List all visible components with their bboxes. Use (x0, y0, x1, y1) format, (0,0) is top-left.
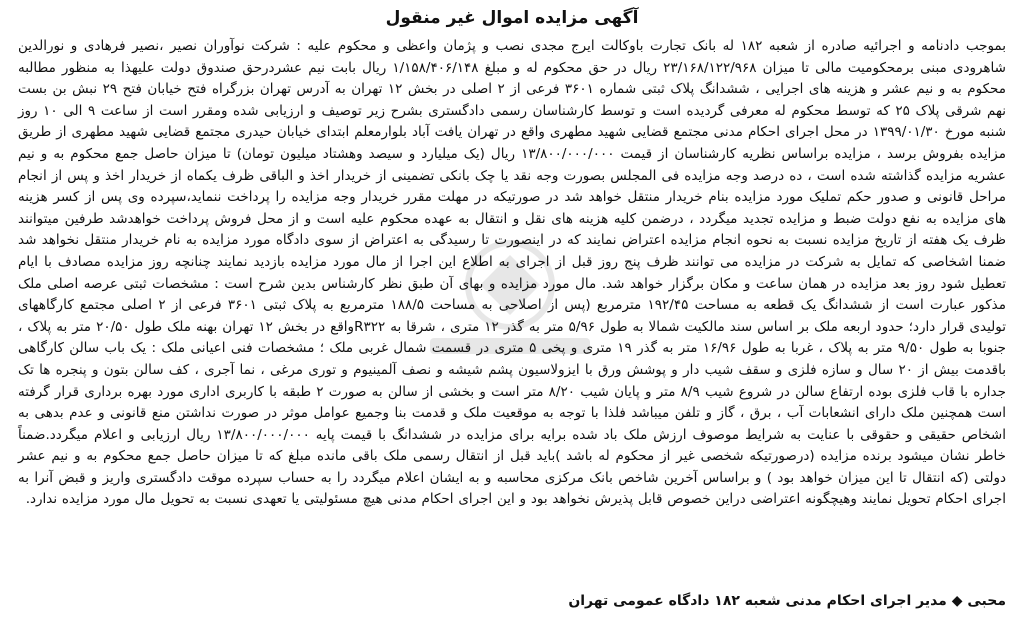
signature-block (568, 591, 1006, 611)
notice-title: آگهی مزایده اموال غیر منقول (385, 8, 639, 28)
signature-line: محبی ◆ مدیر اجرای احکام مدنی شعبه ۱۸۲ دادگاه عمومی تهران (568, 593, 1006, 609)
notice-body: بموجب دادنامه و اجرائیه صادره از شعبه ۱۸۲ له بانک تجارت باوکالت ایرج مجدی نصب و پژمان واعظی و محکوم علیه : شرکت نوآوران نصیر ،نصیر فرهادی و نورالدین شاهرودی مبنی برمحکومیت مالی تا میزان ۲۳/۱۶۸/۱۲۲/۹۶۸ ریال در حق محکوم له و مبلغ ۱/۱۵۸/۴۰۶/۱۴۸ ریال بابت نیم عشردرحق صندوق دولت علیهذا به منظور مطالبه محکوم به و نیم عشر و هزینه های اجرایی ، ششدانگ پلاک ثبتی شماره ۳۶۰۱ فرعی از ۲ اصلی در بخش ۱۲ تهران به آدرس تهران بزرگراه فتح خیابان فتح ۲۹ نبش بن بست نهم شرقی پلاک ۲۵ که توسط محکوم له معرفی گردیده است و توسط کارشناسان رسمی دادگستری بشرح زیر توصیف و ارزیابی شده ومقرر است از ساعت ۹ الی ۱۰ روز شنبه مورخ ۱۳۹۹/۰۱/۳۰ در محل اجرای احکام مدنی مجتمع قضایی شهید مطهری واقع در تهران یافت آباد بلوارمعلم ابتدای خیابان حیدری مجتمع قضایی شهید مطهری از طریق مزایده بفروش برسد ، مزایده براساس نظریه کارشناسان از قیمت ۱۳/۸۰۰/۰۰۰/۰۰۰ ریال (یک میلیارد و سیصد وهشتاد میلیون تومان) تا میزان حاصل جمع محکوم به و نیم عشریه مزایده گذاشته شده است ، ده درصد وجه مزایده فی المجلس بصورت وجه نقد یا چک بانکی تضمینی از خریدار اخذ و الباقی ظرف یکماه از خریدار اخذ و پس از انجام مراحل قانونی و صدور حکم تملیک مورد مزایده بنام خریدار منتقل خواهد شد در صورتیکه در مهلت مقرر خریدار وجه مزایده را پرداخت ننماید،سپرده وی پس از کسر هزینه های مزایده به نفع دولت ضبط و مزایده تجدید میگردد ، درضمن کلیه هزینه های نقل و انتقال به عهده محکوم علیه است و از محل فروش پرداخت خواهدشد طرفین میتوانند ظرف یک هفته از تاریخ مزایده نسبت به نحوه انجام مزایده اعتراض نمایند که در اینصورت تا رسیدگی به اعتراض از سوی دادگاه مورد مزایده به نام خریدار منتقل نخواهد شد ضمنا اشخاصی که تمایل به شرکت در مزایده می توانند ظرف پنج روز قبل از اجرای به اطلاع این اجرا از مال مورد مزایده بازدید نمایند چنانچه روز مزایده مصادف با ایام تعطیل شود روز بعد مزایده در همان ساعت و مکان برگزار خواهد شد. مال مورد مزایده و بهای آن طبق نظر کارشناس بدین شرح است : مشخصات ثبتی عرصه اصلی ملک مذکور عبارت است از ششدانگ یک قطعه به مساحت ۱۹۲/۴۵ مترمربع (پس از اصلاحی به مساحت ۱۸۸/۵ مترمربع به پلاک ثبتی ۳۶۰۱ فرعی از ۲ اصلی مجتمع کارگاههای تولیدی قرار دارد؛ حدود اربعه ملک بر اساس سند مالکیت شمالا به طول ۵/۹۶ متر به گذر ۱۲ متری ، شرقا به R۳۲۲واقع در بخش ۱۲ تهران بهنه ملک طول ۲۰/۵۰ متر به پلاک ، جنوبا به طول ۹/۵۰ متر به پلاک ، غربا به طول ۱۶/۹۶ متر به گذر ۱۹ متری و پخی ۵ متری در قسمت شمال غربی ملک ؛ مشخصات فنی اعیانی ملک : یک باب سالن کارگاهی باقدمت بیش از ۲۰ سال و سازه فلزی و سقف شیب دار و پوشش ورق با ایزولاسیون پشم شیشه و نصف آلمینیوم و توری مرغی ، نما آجری ، کف سالن بتون و پنجره ها تک جداره با قاب فلزی بوده ارتفاع سالن در شروع شیب ۸/۹ متر و پایان شیب ۸/۲۰ متر است و بخشی از سالن به صورت ۲ طبقه با کاربری اداری مورد بهره برداری قرار گرفته است همچنین ملک دارای انشعابات آب ، برق ، گاز و تلفن میباشد فلذا با توجه به موقعیت ملک و قدمت بنا وجمیع عوامل موثر در صورت نداشتن منع قانونی و عدم بدهی به اشخاص حقیقی و حقوقی با عنایت به شرایط موصوف ارزش ملک باد شده برایه برای مزایده در ششدانگ با قیمت پایه ۱۳/۸۰۰/۰۰۰/۰۰۰ ریال ارزیابی و اعلام میگردد.ضمناً خاطر نشان میشود برنده مزایده (درصورتیکه شخصی غیر از محکوم له باشد )باید قبل از انتقال رسمی ملک باقی مانده مبلغ که تا میزان حاصل جمع محکوم به و نیم عشر دولتی (که انتقال تا این میزان خواهد بود ) و براساس آخرین شاخص بانک مرکزی محاسبه و به ایشان اعلام میگردد را به حساب سپرده موقت دادگستری واریز و قبض آنرا به اجرای احکام تحویل نمایند وهیچگونه اعتراضی دراین خصوص قابل پذیرش نخواهد بود و این اجرای احکام مدنی هیچ مسئولیتی یا تعهدی نسبت به تحویل مال مورد مزایده ندارد. (18, 38, 1007, 508)
